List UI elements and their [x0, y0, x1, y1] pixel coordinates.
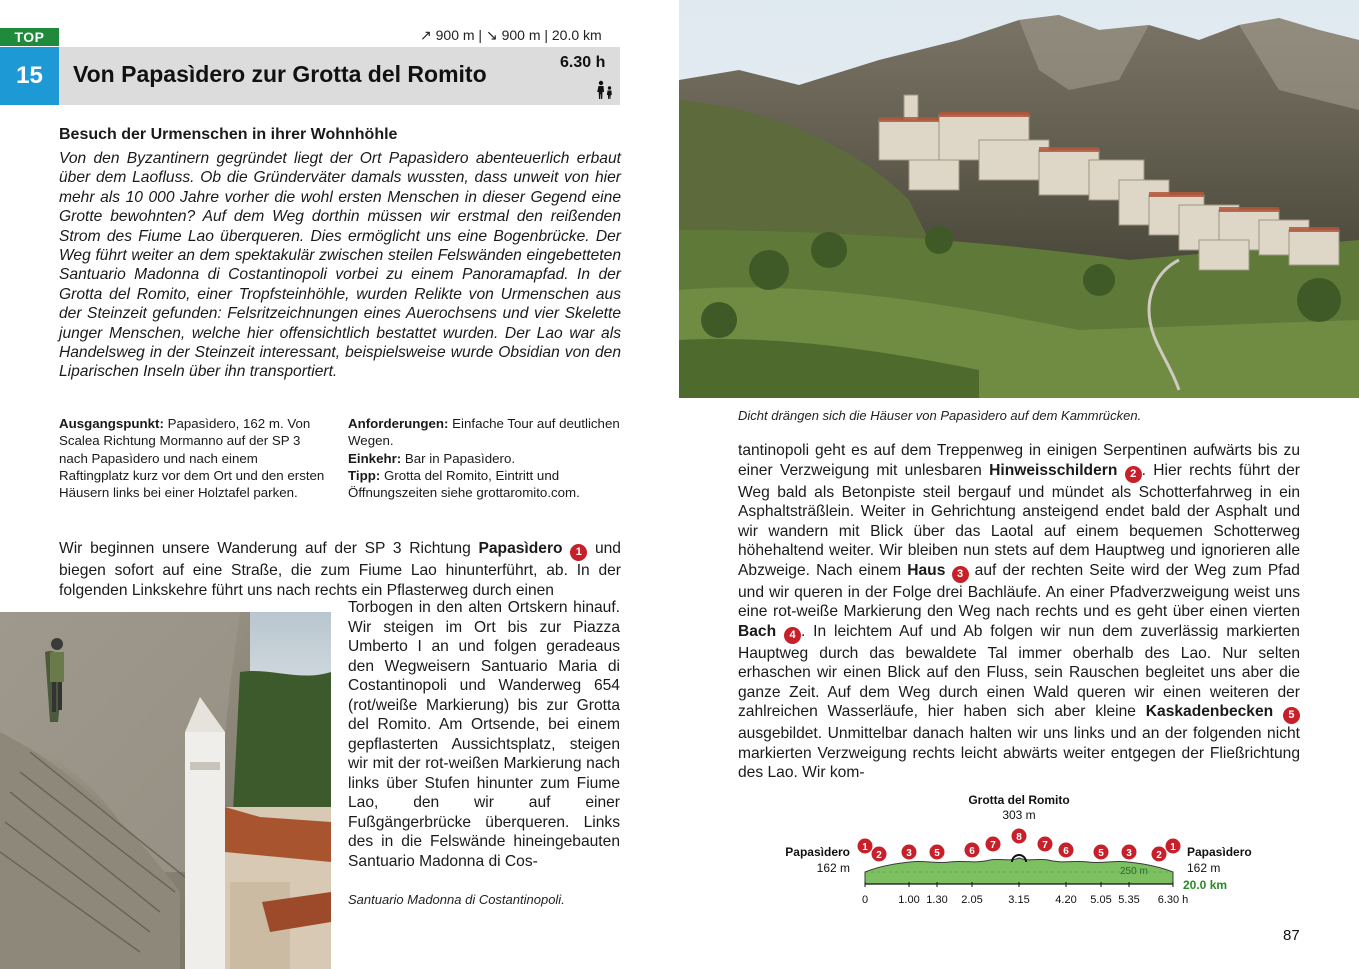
profile-waypoint-label: 5 [934, 848, 940, 859]
family-icon [595, 80, 615, 105]
profile-time-label: 2.05 [961, 894, 983, 906]
photo-papasidero [679, 0, 1359, 398]
intro-text: Von den Byzantinern gegründet liegt der Ort Papasìdero abenteuerlich erbaut über dem Laofluss. Ob die Gründerväter damals wussten, dass unweit von hier mehr als 10 000 Jahre vorher die wohl ersten Menschen in dieser Gegend eine Grotte bewohnten? Auf dem Weg dorthin müssen wir erstmal den reißenden Strom des Fiume Lao überqueren. Dies ermöglicht uns eine Bogenbrücke. Der Weg führt weiter an dem spektakulär zwischen steilen Felswänden eingebetteten Santuario Madonna di Costantinopoli vorbei zu einem Panoramapfad. In der Grotta del Romito, einer Tropfsteinhöhle, wurden Relikte von Urmenschen aus der Steinzeit gefunden: Felsritzeichnungen eines Auerochsens und vier Skelette junger Menschen, welche hier offensichtlich bestattet wurden. Der Lao war als Handelsweg in der Steinzeit interessant, beispielsweise wurde Obsidian von den Liparischen Inseln über ihn transportiert. [59, 150, 621, 381]
profile-time-label: 1.00 [898, 894, 920, 906]
profile-time-label: 1.30 [926, 894, 948, 906]
start-label: Ausgangspunkt: [59, 416, 164, 431]
caption-papasidero: Dicht drängen sich die Häuser von Papasìdero auf dem Kammrücken. [738, 408, 1142, 423]
waypoint-marker: 5 [1283, 707, 1300, 724]
profile-waypoint-label: 1 [862, 842, 868, 853]
waypoint-name: Papasìdero [478, 540, 563, 557]
tour-duration: 6.30 h [560, 54, 606, 71]
profile-time-label: 0 [861, 894, 869, 906]
body-text: auf der rechten Seite wird der Weg zum Pfad und wir queren in der Folge drei Bachläufe. An einer Pfadverzweigung weist uns eine rot-weiße Markierung den Weg nach rechts und es geht über einen vierten [738, 561, 1300, 620]
tip-label: Tipp: [348, 467, 381, 483]
profile-waypoint-label: 2 [1156, 850, 1162, 861]
body-text: . Hier rechts führt der Weg bald als Betonpiste steil bergauf und mündet als Schotterfahrweg in ein Asphaltsträßlein. Weiter in Gehrichtung ansteigend endet bald der Asphalt und wir wandern mit Blick über das Laotal auf einem bequemen Schotterweg höhehaltend weiter. Wir bleiben nun stets auf dem Hauptweg und ignorieren alle Abzweige. Nach einem [738, 461, 1300, 579]
page-number: 87 [1283, 927, 1300, 944]
info-start [59, 415, 331, 501]
profile-waypoint-label: 3 [1126, 848, 1132, 859]
profile-waypoint-label: 7 [990, 840, 996, 851]
req-label: Anforderungen: [348, 416, 449, 431]
elevation-profile [700, 780, 1340, 930]
waypoint-name: Haus [907, 561, 946, 579]
waypoint-marker: 2 [1125, 466, 1142, 483]
tour-number: 15 [0, 47, 59, 105]
profile-waypoint-label: 1 [1170, 842, 1176, 853]
stop-text: Bar in Papasìdero. [404, 450, 516, 466]
start-name: Papasìdero [785, 845, 850, 859]
profile-mid-label: 250 m [1120, 866, 1148, 877]
start-text: Papasìdero, 162 m. Von Scalea Richtung Mormanno auf der SP 3 nach Papasìdero und nach einem Raftingplatz kurz vor dem Ort und den ersten Häusern links bei einer Holztafel parken. [59, 416, 325, 501]
summit-altitude: 303 m [1002, 808, 1036, 822]
body-text: . In leichtem Auf und Ab folgen wir nun dem zuverlässig markierten Hauptweg durch das bewaldete Tal immer oberhalb des Lao. Nur selten erhaschen wir einen Blick auf den Fluss, sein Rauschen begleitet uns aber die ganze Zeit. Auf dem Weg durch einen Wald queren wir einen weiteren der zahlreichen Wasserläufe, hier haben sich aber kleine [738, 622, 1300, 720]
start-altitude: 162 m [816, 861, 850, 875]
waypoint-name: Hinweisschildern [989, 461, 1118, 479]
tip-text: Grotta del Romito, Eintritt und Öffnungszeiten siehe grottaromito.com. [348, 467, 580, 501]
profile-distance: 20.0 km [1183, 878, 1228, 892]
photo-santuario [0, 612, 331, 969]
waypoint-name: Kaskadenbecken [1145, 703, 1274, 720]
stop-label: Einkehr: [348, 450, 402, 466]
profile-waypoint-label: 6 [1063, 846, 1069, 857]
req-text: Einfache Tour auf deutlichen Wegen. [348, 416, 620, 449]
end-name: Papasìdero [1187, 845, 1252, 859]
summit-name: Grotta del Romito [968, 793, 1070, 807]
body-paragraph-a [59, 539, 621, 600]
profile-waypoint-label: 6 [969, 846, 975, 857]
profile-time-label: 4.20 [1055, 894, 1077, 906]
profile-waypoint-label: 3 [906, 848, 912, 859]
body-text: Wir beginnen unsere Wanderung auf der SP 3 Richtung [59, 540, 471, 557]
profile-time-label: 3.15 [1008, 894, 1030, 906]
profile-waypoint-label: 8 [1016, 832, 1022, 843]
body-paragraph-b: Torbogen in den alten Ortskern hinauf. Wir steigen im Ort bis zur Piazza Umberto I an und folgen geradeaus den Wegweisern Santuario Maria di Costantinopoli und Wanderweg 654 (rot/weiße Markierung) bis zur Grotta del Romito. Am Ortsende, bei einem gepflasterten Aussichtsplatz, steigen wir mit der rot-weißen Markierung nach links über Stufen hinunter zum Fiume Lao, den wir auf einer Fußgängerbrücke überqueren. Links des in die Felswände hineingebauten Santuario Madonna di Cos- [348, 599, 620, 870]
body-text: tantinopoli geht es auf dem Treppenweg in einigen Serpentinen aufwärts bis zu einer Verzweigung mit unlesbaren [738, 442, 1300, 479]
top-badge: TOP [0, 28, 59, 46]
body-text: und biegen sofort auf eine Straße, die zum Fiume Lao hinunterführt, ab. In der folgenden Linkskehre führt uns nach rechts ein Pflasterweg durch einen [59, 540, 621, 599]
waypoint-name: Bach [738, 622, 777, 640]
profile-time-label: 5.05 [1090, 894, 1112, 906]
profile-waypoint-label: 5 [1098, 848, 1104, 859]
body-text: ausgebildet. Unmittelbar danach halten wir uns links und an der folgenden nicht markierten Verzweigung rechts leicht abwärts weiter entgegen der Fließrichtung des Lao. Wir kom- [738, 725, 1300, 781]
caption-santuario: Santuario Madonna di Costantinopoli. [348, 892, 565, 907]
waypoint-marker: 4 [784, 627, 801, 644]
waypoint-marker: 3 [952, 566, 969, 583]
page-title: Von Papasìdero zur Grotta del Romito [73, 61, 487, 87]
intro-subheading: Besuch der Urmenschen in ihrer Wohnhöhle [59, 126, 398, 143]
end-altitude: 162 m [1187, 861, 1221, 875]
tour-stats: ↗ 900 m | ↘ 900 m | 20.0 km [420, 27, 602, 43]
profile-waypoint-label: 2 [876, 850, 882, 861]
body-paragraph-right [738, 441, 1300, 783]
info-requirements [348, 415, 620, 501]
waypoint-marker: 1 [570, 544, 587, 561]
profile-waypoint-label: 7 [1042, 840, 1048, 851]
profile-time-label: 6.30 h [1157, 894, 1189, 906]
profile-time-label: 5.35 [1118, 894, 1140, 906]
